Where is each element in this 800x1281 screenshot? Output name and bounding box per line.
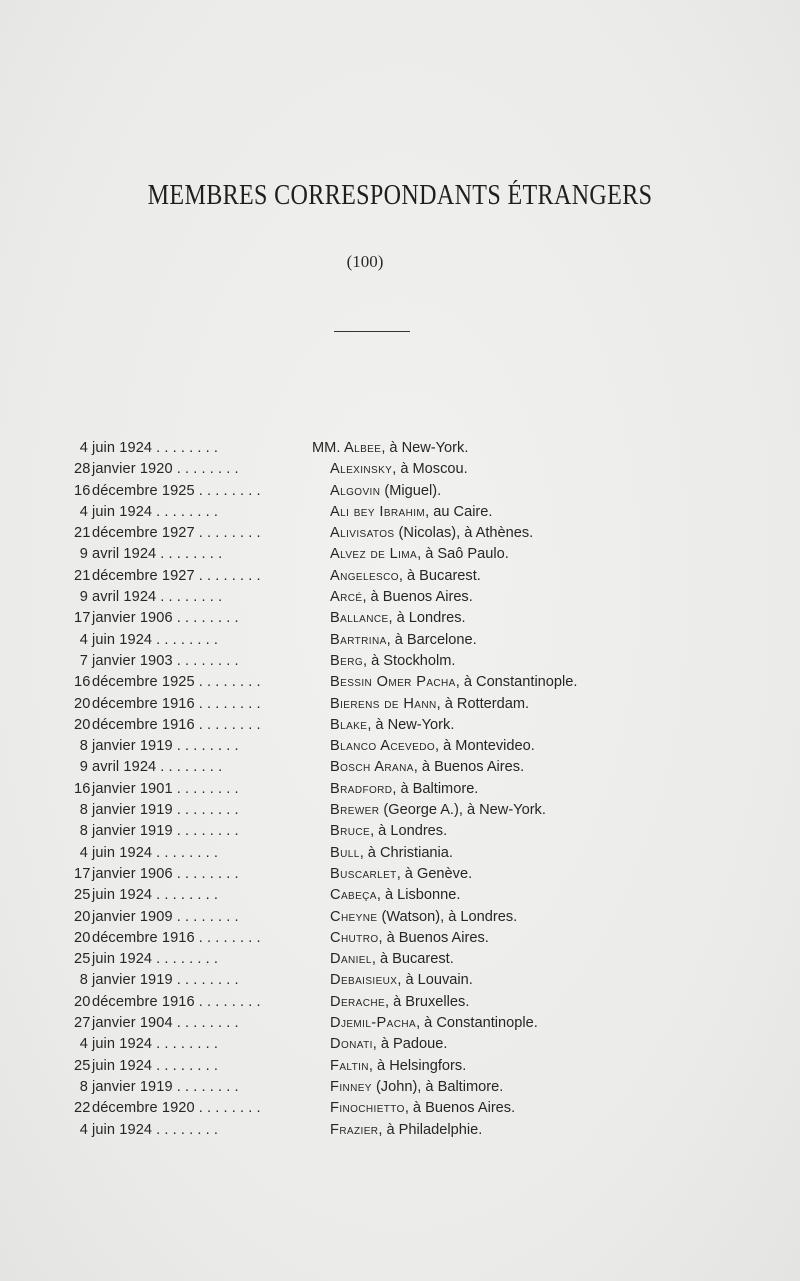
dot-leader: ........ [176, 972, 243, 989]
election-date [74, 587, 330, 608]
election-date [74, 715, 330, 736]
member-location: , à Moscou. [392, 461, 468, 478]
dot-leader: ........ [198, 525, 265, 542]
election-day: 25 [74, 1057, 91, 1074]
member-surname: Faltin [330, 1057, 369, 1074]
member-name [330, 864, 472, 885]
election-date [74, 992, 330, 1013]
member-surname: Arcé [330, 589, 363, 606]
member-location: , à Louvain. [397, 972, 473, 989]
election-day: 9 [79, 546, 88, 563]
member-surname: Brewer [330, 802, 380, 819]
election-date [74, 885, 330, 906]
member-location: , à Helsingfors. [368, 1057, 467, 1074]
member-surname: Berg [330, 652, 364, 669]
election-day: 4 [79, 1036, 88, 1053]
election-month-year: juin 1924 [92, 631, 153, 648]
election-month-year: janvier 1904 [92, 1015, 173, 1032]
election-date [74, 779, 330, 800]
election-day: 16 [74, 482, 91, 499]
election-day: 8 [79, 802, 88, 819]
election-day: 20 [74, 993, 91, 1010]
election-month-year: juin 1924 [92, 440, 153, 456]
election-day: 22 [74, 1100, 91, 1117]
election-month-year: juin 1924 [92, 844, 153, 861]
member-surname: Ballance [330, 610, 389, 627]
election-day: 27 [74, 1015, 91, 1032]
dot-leader: ........ [176, 610, 243, 627]
election-month-year: décembre 1916 [92, 929, 195, 946]
member-name [330, 672, 577, 693]
member-surname: Bierens de Hann [330, 695, 437, 712]
election-day: 21 [74, 525, 91, 542]
member-surname: Bruce [330, 823, 371, 840]
member-location: (Watson), à Londres. [377, 908, 518, 925]
election-date [74, 566, 330, 587]
member-list [0, 438, 800, 1141]
member-location: , à Buenos Aires. [378, 929, 489, 946]
member-location: , à Buenos Aires. [404, 1100, 516, 1117]
member-name [330, 587, 473, 608]
election-day: 8 [79, 972, 88, 989]
dot-leader: ........ [160, 759, 227, 776]
election-day: 4 [79, 503, 88, 520]
member-row [0, 885, 800, 906]
dot-leader: ........ [156, 951, 223, 968]
member-location: , à Bucarest. [398, 567, 481, 584]
member-row [0, 587, 800, 608]
election-month-year: juin 1924 [92, 503, 153, 520]
member-row [0, 459, 800, 480]
member-name [330, 907, 517, 928]
member-name [330, 970, 473, 991]
dot-leader: ........ [156, 1036, 223, 1053]
election-date [74, 481, 330, 502]
member-location: , à Londres. [388, 610, 466, 627]
member-location: (Nicolas), à Athènes. [394, 525, 534, 542]
member-row [0, 970, 800, 991]
member-row [0, 1077, 800, 1098]
election-day: 4 [79, 1121, 88, 1138]
member-surname: Blanco Acevedo [330, 738, 436, 755]
member-location: , à Saô Paulo. [417, 546, 509, 563]
dot-leader: ........ [156, 844, 223, 861]
election-day: 25 [74, 951, 91, 968]
election-date [74, 630, 330, 651]
member-row [0, 544, 800, 565]
member-row [0, 907, 800, 928]
member-location: , à Montevideo. [435, 738, 535, 755]
member-row [0, 630, 800, 651]
member-location: , à Bucarest. [371, 951, 454, 968]
election-date [74, 736, 330, 757]
dot-leader: ........ [176, 1015, 243, 1032]
dot-leader: ........ [198, 695, 265, 712]
member-name [330, 992, 469, 1013]
election-date [74, 544, 330, 565]
election-date [74, 672, 330, 693]
member-location: , à New-York. [381, 440, 469, 456]
election-month-year: juin 1924 [92, 887, 153, 904]
election-day: 9 [79, 589, 88, 606]
member-row [0, 821, 800, 842]
member-surname: Finney [330, 1078, 372, 1095]
honorific: MM. [312, 440, 341, 456]
dot-leader: ........ [176, 802, 243, 819]
member-surname: Cheyne [330, 908, 378, 925]
election-day: 20 [74, 695, 91, 712]
member-row [0, 1034, 800, 1055]
election-date [74, 928, 330, 949]
member-row [0, 523, 800, 544]
member-row [0, 566, 800, 587]
election-date [74, 843, 330, 864]
member-location: , au Caire. [425, 503, 493, 520]
election-month-year: janvier 1920 [92, 461, 173, 478]
dot-leader: ........ [160, 546, 227, 563]
member-location: , à Stockholm. [363, 652, 456, 669]
member-surname: Alexinsky [330, 461, 393, 478]
election-day: 8 [79, 1078, 88, 1095]
member-name [330, 736, 535, 757]
member-surname: Bessin Omer Pacha [330, 674, 456, 691]
election-date [74, 608, 330, 629]
member-location: (John), à Baltimore. [371, 1078, 504, 1095]
member-row [0, 992, 800, 1013]
election-month-year: janvier 1919 [92, 738, 173, 755]
election-month-year: janvier 1919 [92, 802, 173, 819]
member-name [330, 821, 447, 842]
dot-leader: ........ [176, 1078, 243, 1095]
election-month-year: juin 1924 [92, 1036, 153, 1053]
member-name [330, 928, 489, 949]
member-surname: Alivisatos [330, 525, 395, 542]
election-month-year: janvier 1901 [92, 780, 173, 797]
member-row [0, 1013, 800, 1034]
member-row [0, 757, 800, 778]
election-month-year: décembre 1916 [92, 695, 195, 712]
election-day: 4 [79, 440, 88, 456]
member-surname: Bradford [330, 780, 393, 797]
election-date [74, 438, 330, 459]
member-row [0, 843, 800, 864]
election-day: 7 [79, 652, 88, 669]
member-name [330, 1034, 447, 1055]
member-surname: Buscarlet [330, 865, 397, 882]
member-name [330, 779, 478, 800]
member-surname: Finochietto [330, 1100, 405, 1117]
election-day: 20 [74, 929, 91, 946]
election-day: 8 [79, 823, 88, 840]
member-name [330, 523, 533, 544]
member-location: , à Barcelone. [386, 631, 477, 648]
election-day: 16 [74, 674, 91, 691]
member-location: , à New-York. [367, 716, 455, 733]
member-surname: Ali bey Ibrahim [330, 503, 426, 520]
election-date [74, 1034, 330, 1055]
member-row [0, 800, 800, 821]
dot-leader: ........ [198, 567, 265, 584]
member-location: , à Rotterdam. [436, 695, 530, 712]
member-row [0, 1056, 800, 1077]
member-name [330, 502, 492, 523]
election-day: 21 [74, 567, 91, 584]
member-surname: Donati [330, 1036, 373, 1053]
member-row [0, 1120, 800, 1141]
dot-leader: ........ [176, 780, 243, 797]
election-date [74, 1013, 330, 1034]
election-date [74, 757, 330, 778]
election-month-year: janvier 1909 [92, 908, 173, 925]
member-name [330, 608, 466, 629]
dot-leader: ........ [176, 908, 243, 925]
election-day: 4 [79, 844, 88, 861]
dot-leader: ........ [156, 440, 223, 456]
member-name [330, 800, 546, 821]
member-surname: Daniel [330, 951, 372, 968]
member-name [330, 459, 468, 480]
election-date [74, 694, 330, 715]
election-month-year: décembre 1925 [92, 482, 195, 499]
member-row [0, 779, 800, 800]
member-name [330, 481, 441, 502]
member-name [330, 694, 529, 715]
dot-leader: ........ [176, 652, 243, 669]
election-month-year: juin 1924 [92, 1057, 153, 1074]
member-location: (Miguel). [380, 482, 442, 499]
election-month-year: décembre 1916 [92, 993, 195, 1010]
election-month-year: janvier 1919 [92, 823, 173, 840]
member-name [330, 1098, 515, 1119]
dot-leader: ........ [160, 589, 227, 606]
member-location: , à Buenos Aires. [413, 759, 525, 776]
member-location: , à Constantinople. [455, 674, 578, 691]
member-row [0, 502, 800, 523]
dot-leader: ........ [198, 1100, 265, 1117]
dot-leader: ........ [198, 929, 265, 946]
election-month-year: décembre 1927 [92, 525, 195, 542]
member-surname: Djemil-Pacha [330, 1015, 417, 1032]
election-day: 17 [74, 865, 91, 882]
member-location: , à Christiania. [359, 844, 453, 861]
election-month-year: janvier 1906 [92, 610, 173, 627]
member-surname: Bosch Arana [330, 759, 414, 776]
member-surname: Bull [330, 844, 360, 861]
election-date [74, 1120, 330, 1141]
election-date [74, 502, 330, 523]
member-row [0, 651, 800, 672]
election-date [74, 459, 330, 480]
dot-leader: ........ [156, 503, 223, 520]
member-row [0, 1098, 800, 1119]
election-day: 20 [74, 716, 91, 733]
member-name [330, 630, 477, 651]
member-row [0, 481, 800, 502]
dot-leader: ........ [156, 1057, 223, 1074]
member-row [0, 864, 800, 885]
dot-leader: ........ [156, 1121, 223, 1138]
member-surname: Albee [344, 440, 382, 456]
election-date [74, 864, 330, 885]
member-name [330, 843, 453, 864]
dot-leader: ........ [176, 865, 243, 882]
election-day: 17 [74, 610, 91, 627]
election-date [74, 1056, 330, 1077]
dot-leader: ........ [198, 674, 265, 691]
member-name [330, 1077, 503, 1098]
dot-leader: ........ [176, 738, 243, 755]
member-row [0, 608, 800, 629]
member-location: , à Buenos Aires. [362, 589, 473, 606]
election-month-year: janvier 1903 [92, 652, 173, 669]
election-day: 28 [74, 461, 91, 478]
member-location: , à Bruxelles. [385, 993, 470, 1010]
member-row [0, 715, 800, 736]
member-name [330, 1056, 466, 1077]
member-row [0, 949, 800, 970]
election-day: 20 [74, 908, 91, 925]
member-surname: Bartrina [330, 631, 387, 648]
election-day: 16 [74, 780, 91, 797]
member-name [330, 885, 460, 906]
member-location: , à Genève. [396, 865, 473, 882]
election-date [74, 821, 330, 842]
page-title: MEMBRES CORRESPONDANTS ÉTRANGERS [147, 180, 653, 211]
election-month-year: janvier 1919 [92, 1078, 173, 1095]
dot-leader: ........ [176, 461, 243, 478]
member-surname: Debaisieux [330, 972, 398, 989]
election-month-year: juin 1924 [92, 1121, 153, 1138]
election-month-year: avril 1924 [92, 759, 157, 776]
member-surname: Angelesco [330, 567, 399, 584]
dot-leader: ........ [198, 993, 265, 1010]
member-row [0, 736, 800, 757]
member-name [330, 544, 509, 565]
title-divider [334, 331, 410, 332]
member-name [330, 566, 481, 587]
election-date [74, 907, 330, 928]
dot-leader: ........ [156, 631, 223, 648]
election-month-year: juin 1924 [92, 951, 153, 968]
member-location: , à Padoue. [372, 1036, 448, 1053]
member-location: (George A.), à New-York. [379, 802, 546, 819]
election-month-year: janvier 1919 [92, 972, 173, 989]
election-month-year: décembre 1916 [92, 716, 195, 733]
member-name [330, 651, 455, 672]
member-row [0, 928, 800, 949]
member-name [330, 757, 524, 778]
election-day: 8 [79, 738, 88, 755]
election-month-year: décembre 1925 [92, 674, 195, 691]
election-day: 9 [79, 759, 88, 776]
dot-leader: ........ [156, 887, 223, 904]
election-date [74, 949, 330, 970]
member-location: , à Baltimore. [392, 780, 479, 797]
member-surname: Algovin [330, 482, 381, 499]
election-date [74, 523, 330, 544]
member-row [0, 438, 800, 459]
member-name [330, 1120, 482, 1141]
election-date [74, 651, 330, 672]
member-surname: Derache [330, 993, 386, 1010]
election-date [74, 800, 330, 821]
member-row [0, 694, 800, 715]
dot-leader: ........ [198, 482, 265, 499]
member-location: , à Londres. [370, 823, 448, 840]
dot-leader: ........ [198, 716, 265, 733]
member-location: , à Philadelphie. [378, 1121, 483, 1138]
member-count: (100) [346, 252, 384, 271]
member-surname: Chutro [330, 929, 379, 946]
member-row [0, 672, 800, 693]
member-surname: Blake [330, 716, 368, 733]
election-day: 25 [74, 887, 91, 904]
election-date [74, 1077, 330, 1098]
member-name [330, 949, 454, 970]
election-month-year: avril 1924 [92, 589, 157, 606]
election-month-year: décembre 1920 [92, 1100, 195, 1117]
election-month-year: décembre 1927 [92, 567, 195, 584]
election-month-year: janvier 1906 [92, 865, 173, 882]
member-name [330, 715, 454, 736]
member-surname: Cabeça [330, 887, 377, 904]
dot-leader: ........ [176, 823, 243, 840]
election-month-year: avril 1924 [92, 546, 157, 563]
election-date [74, 970, 330, 991]
member-surname: Frazier [330, 1121, 379, 1138]
election-day: 4 [79, 631, 88, 648]
member-name [344, 438, 468, 459]
member-location: , à Constantinople. [416, 1015, 538, 1032]
member-name [330, 1013, 538, 1034]
member-surname: Alvez de Lima [330, 546, 418, 563]
election-date [74, 1098, 330, 1119]
member-location: , à Lisbonne. [376, 887, 461, 904]
